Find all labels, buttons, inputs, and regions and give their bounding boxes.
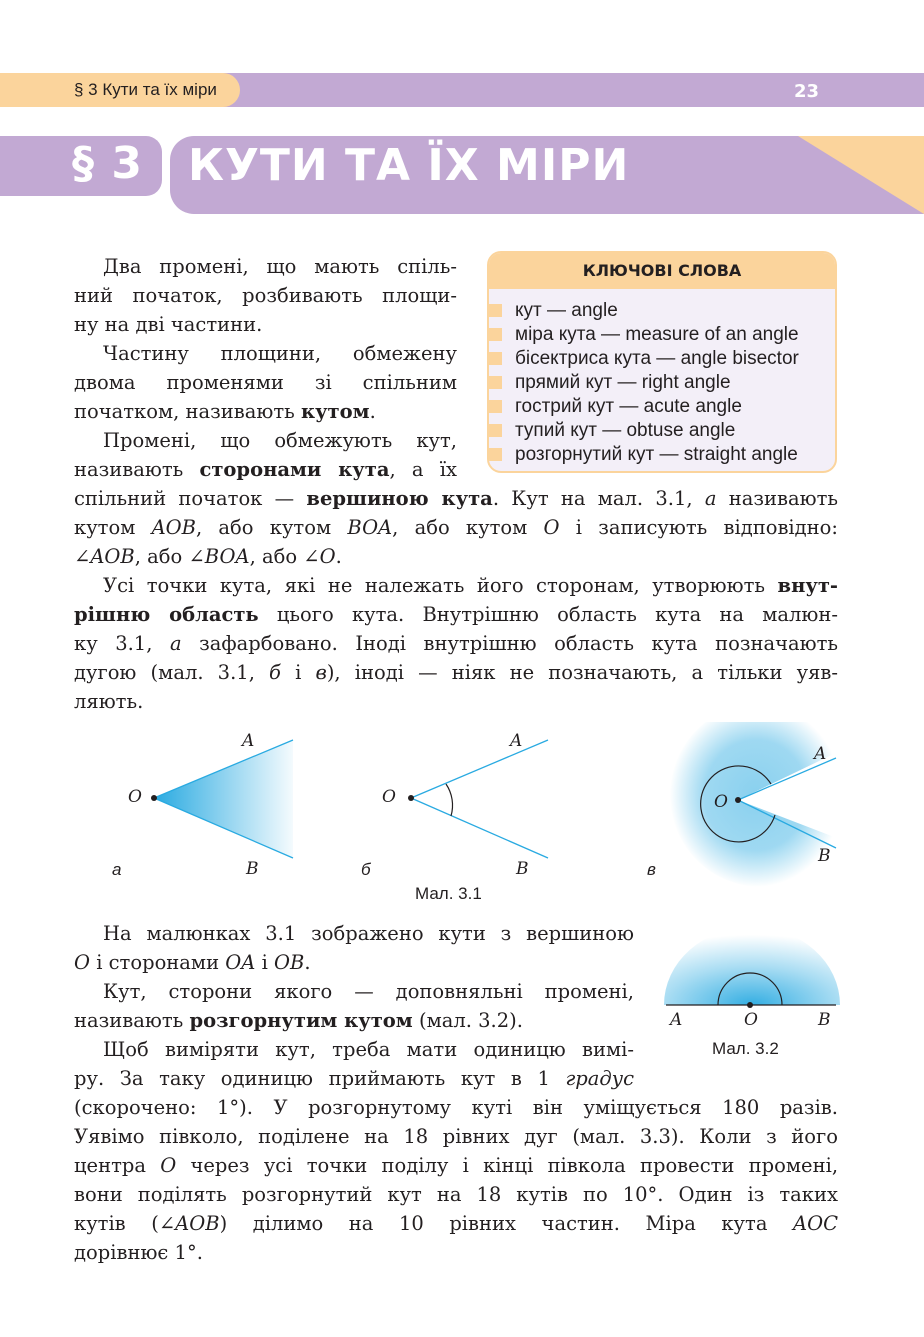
label-A: A (510, 731, 523, 751)
text-line: Уявімо півколо, поділене на 18 рівних дуг (мал. 3.3). Коли з його (74, 1125, 838, 1148)
text-line: вони поділять розгорнутий кут на 18 кутів по 10°. Один із таких (74, 1183, 838, 1206)
text-line: рішню область цього кута. Внутрішню область кута на малюн- (74, 603, 838, 626)
page-title: КУТИ ТА ЇХ МІРИ (188, 140, 630, 191)
figure-3-2 (660, 925, 844, 1035)
term-straight-angle: розгорнутим кутом (189, 1009, 413, 1032)
bullet-icon (489, 376, 502, 389)
text-line: Промені, що обмежують кут, (103, 429, 457, 452)
text-line: Частину площини, обмежену (103, 342, 457, 365)
text-line: ний початок, розбивають площи- (74, 284, 457, 307)
text-line: ку 3.1, а зафарбовано. Іноді внутрішню область кута позначають (74, 632, 838, 655)
title-corner-decoration (798, 136, 924, 214)
text-line: двома променями зі спільним (74, 371, 457, 394)
figure-caption: Мал. 3.2 (712, 1039, 779, 1058)
term-interior: рішню область (74, 603, 259, 626)
bullet-icon (489, 400, 502, 413)
label-O: O (128, 787, 142, 807)
bullet-icon (489, 352, 502, 365)
term-sides: сторонами кута (199, 458, 390, 481)
term-vertex: вершиною кута (306, 487, 493, 510)
label-O: O (714, 792, 728, 812)
keywords-title: КЛЮЧОВІ СЛОВА (582, 261, 742, 280)
text-line: ру. За таку одиницю приймають кут в 1 градус (74, 1067, 634, 1090)
label-O: O (744, 1010, 758, 1030)
label-B: B (818, 846, 831, 866)
label-A: A (670, 1010, 683, 1030)
text-line: ∠AOB, або ∠BOA, або ∠O. (74, 545, 342, 568)
sub-label-c: в (647, 860, 656, 879)
sub-label-a: а (112, 860, 122, 879)
angle-a (112, 731, 293, 879)
text-line: центра O через усі точки поділу і кінці півкола провести промені, (74, 1154, 839, 1177)
text-line: Усі точки кута, які не належать його сторонам, утворюють внут- (103, 574, 838, 597)
text-line: Кут, сторони якого — доповняльні промені, (103, 980, 634, 1003)
label-A: A (242, 731, 255, 751)
text-line: ну на дві частини. (74, 313, 263, 336)
text-line: Два промені, що мають спіль- (103, 255, 457, 278)
bullet-icon (489, 328, 502, 341)
angle-b (361, 731, 548, 879)
text-line: називають сторонами кута, а їх (74, 458, 457, 481)
label-B: B (818, 1010, 831, 1030)
header-section-label: § 3 Кути та їх міри (74, 80, 217, 99)
text-line: дугою (мал. 3.1, б і в), іноді — ніяк не позначають, а тільки уяв- (74, 661, 838, 684)
text-line: спільний початок — вершиною кута. Кут на мал. 3.1, а називають (74, 487, 838, 510)
text-line: ляють. (74, 690, 144, 713)
label-O: O (382, 787, 396, 807)
label-A: A (814, 744, 827, 764)
text-line: початком, називають кутом. (74, 400, 376, 423)
text-line: дорівнює 1°. (74, 1241, 203, 1264)
text-line: називають розгорнутим кутом (мал. 3.2). (74, 1009, 523, 1032)
text-line: кутів (∠AOB) ділимо на 10 рівних частин. Міра кута AOC (74, 1212, 838, 1235)
page-number: 23 (794, 81, 820, 102)
text-line: На малюнках 3.1 зображено кути з вершиною (103, 922, 634, 945)
text-line: Щоб виміряти кут, треба мати одиницю вимі- (103, 1038, 634, 1061)
label-B: B (246, 859, 259, 879)
angle-c (647, 722, 842, 887)
label-B: B (516, 859, 529, 879)
sub-label-b: б (361, 860, 371, 879)
text-line: (скорочено: 1°). У розгорнутому куті він уміщується 180 разів. (74, 1096, 838, 1119)
figure-caption: Мал. 3.1 (415, 884, 482, 903)
bullet-icon (489, 424, 502, 437)
bullet-icon (489, 448, 502, 461)
bullet-icon (489, 304, 502, 317)
text-line: кутом AOB, або кутом BOA, або кутом O і записують відповідно: (74, 516, 838, 539)
text-line: O і сторонами OA і OB. (74, 951, 311, 974)
keywords-box: КЛЮЧОВІ СЛОВА кут — angle міра кута — measure of an angle бісектриса кута — angle bisector прямий кут — right angle гострий кут — acute angle тупий кут — obtuse angle розгорнутий кут — straight angle (487, 251, 837, 473)
term-angle: кутом (300, 400, 370, 423)
section-number: § 3 (72, 138, 143, 189)
